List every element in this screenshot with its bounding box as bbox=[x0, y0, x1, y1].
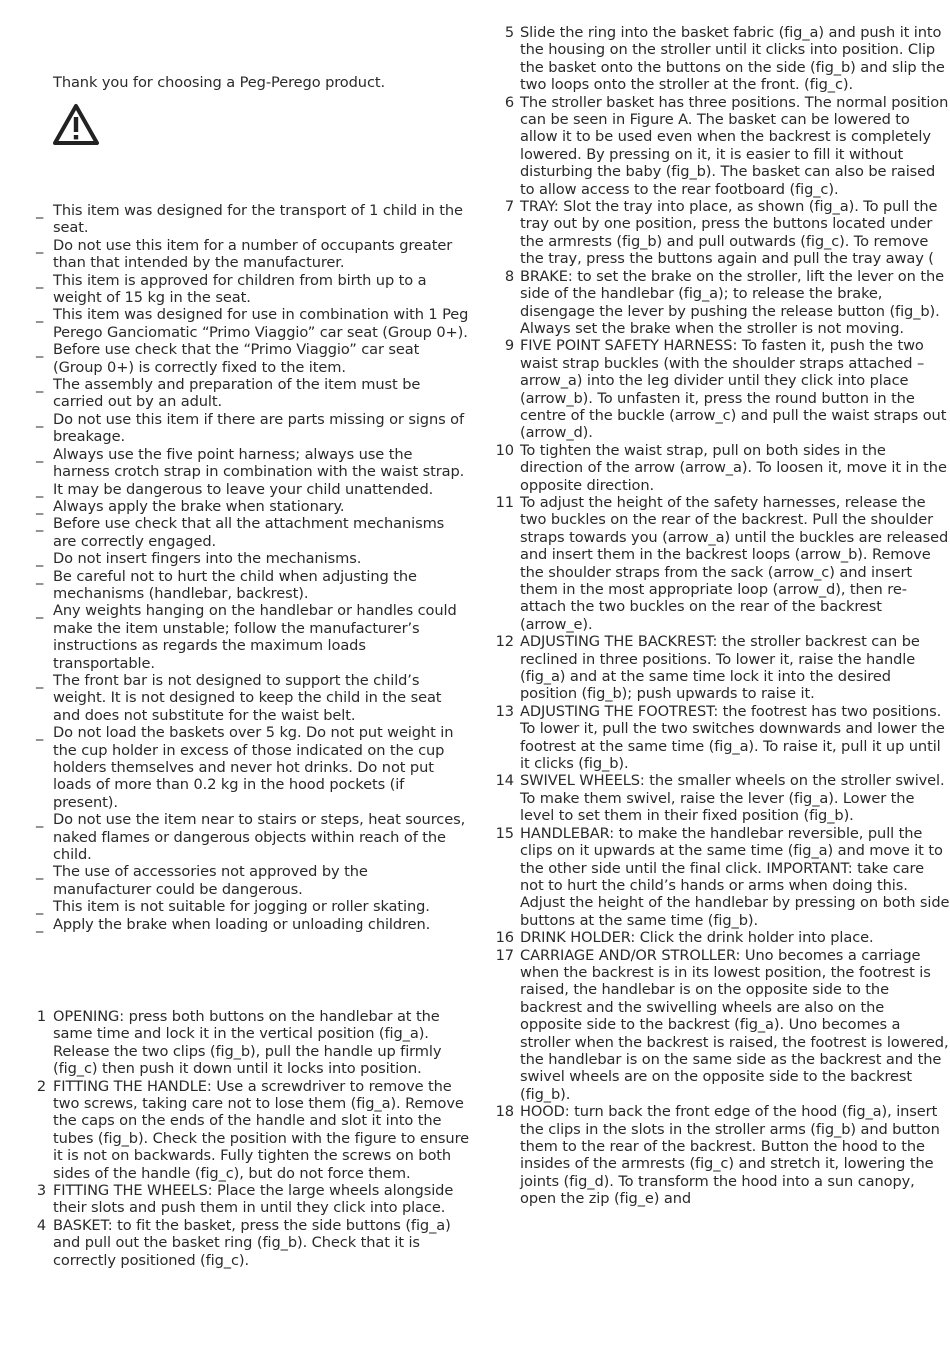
warning-item-marker: _ bbox=[36, 724, 44, 742]
warning-item-text: Do not load the baskets over 5 kg. Do not put weight in the cup holder in excess of those indicated on the cup holders themselves and never hot drinks. Do not put loads of more than 0.2 kg in the hood pockets (if present). bbox=[53, 724, 454, 811]
warning-item-marker: _ bbox=[36, 271, 44, 289]
warning-item-marker: _ bbox=[36, 898, 44, 916]
warning-item-text: Apply the brake when loading or unloading children. bbox=[53, 915, 431, 933]
instructions-list-right bbox=[487, 24, 950, 1208]
warning-item-text: Before use check that all the attachment mechanisms are correctly engaged. bbox=[53, 515, 445, 550]
instruction-step bbox=[487, 94, 950, 198]
instruction-step bbox=[0, 1078, 470, 1182]
warning-item bbox=[0, 202, 470, 237]
warning-item bbox=[0, 672, 470, 724]
instruction-step bbox=[0, 1217, 470, 1269]
warning-item-text: It may be dangerous to leave your child unattended. bbox=[53, 480, 434, 498]
instruction-step bbox=[487, 494, 950, 633]
instruction-step-text: BRAKE: to set the brake on the stroller, lift the lever on the side of the handlebar (fig_a); to release the brake, disengage the lever by pushing the release button (fig_b). Always set the brake when the stroller is not moving. bbox=[520, 267, 944, 337]
instruction-step-marker: 3 bbox=[36, 1182, 46, 1200]
warning-item bbox=[0, 272, 470, 307]
warning-item-text: Do not use this item if there are parts missing or signs of breakage. bbox=[53, 410, 465, 446]
instruction-step-text: To adjust the height of the safety harnesses, release the two buckles on the rear of the backrest. Pull the shoulder straps towards you (arrow_a) until the buckles are released and insert them in the backrest loops (arrow_b). Remove the shoulder straps from the sack (arrow_c) and insert them in the most appropriate loop (arrow_d), then re-attach the two buckles on the rear of the backrest (arrow_e). bbox=[520, 493, 949, 633]
instruction-step bbox=[487, 929, 950, 946]
instruction-step-text: ADJUSTING THE BACKREST: the stroller backrest can be reclined in three positions. To lower it, raise the handle (fig_a) and at the same time lock it into the desired position (fig_b); push upwards to raise it. bbox=[520, 633, 920, 703]
instruction-step-text: HOOD: turn back the front edge of the hood (fig_a), insert the clips in the slots in the stroller arms (fig_b) and button them to the rear of the backrest. Button the hood to the insides of the armrests (fig_c) and stretch it, lowering the joints (fig_d). To transform the hood into a sun canopy, open the zip (fig_e) and bbox=[520, 1103, 940, 1208]
instruction-step bbox=[487, 198, 950, 268]
instruction-step-marker: 8 bbox=[504, 267, 514, 285]
warning-item-text: The assembly and preparation of the item must be carried out by an adult. bbox=[53, 376, 421, 411]
instruction-step bbox=[487, 772, 950, 824]
instruction-step-marker: 2 bbox=[36, 1077, 46, 1095]
warning-item-text: This item was designed for the transport of 1 child in the seat. bbox=[53, 202, 463, 237]
warning-item-marker: _ bbox=[36, 202, 44, 219]
warning-triangle-icon bbox=[52, 103, 100, 147]
warning-item-text: Do not insert fingers into the mechanisms. bbox=[53, 550, 362, 568]
warning-item bbox=[0, 898, 470, 915]
warning-item bbox=[0, 498, 470, 515]
warning-item-text: Do not use the item near to stairs or steps, heat sources, naked flames or dangerous objects within reach of the child. bbox=[53, 811, 466, 864]
warning-item-marker: _ bbox=[36, 236, 44, 254]
instruction-step-marker: 11 bbox=[495, 493, 514, 511]
instruction-step-text: OPENING: press both buttons on the handlebar at the same time and lock it in the vertical position (fig_a). Release the two clips (fig_b), pull the handle up firmly (fig_c) then push it down until it locks into position. bbox=[53, 1008, 442, 1078]
instruction-step-text: DRINK HOLDER: Click the drink holder into place. bbox=[520, 929, 874, 947]
instruction-step-marker: 16 bbox=[495, 929, 514, 947]
warning-item bbox=[0, 863, 470, 898]
warning-item bbox=[0, 811, 470, 863]
instruction-step-marker: 10 bbox=[495, 441, 514, 459]
warning-item bbox=[0, 481, 470, 498]
instruction-step bbox=[487, 947, 950, 1104]
warning-item-text: This item is approved for children from birth up to a weight of 15 kg in the seat. bbox=[53, 271, 427, 307]
instruction-step bbox=[487, 337, 950, 441]
instruction-step-text: FITTING THE WHEELS: Place the large wheels alongside their slots and push them in until they click into place. bbox=[53, 1182, 454, 1217]
warning-item-marker: _ bbox=[36, 515, 44, 533]
warning-item-marker: _ bbox=[36, 445, 44, 463]
warning-item-text: This item is not suitable for jogging or roller skating. bbox=[53, 898, 430, 916]
warning-item bbox=[0, 376, 470, 411]
instruction-step-text: FIVE POINT SAFETY HARNESS: To fasten it, push the two waist strap buckles (with the shoulder straps attached – arrow_a) into the leg divider until they click into place (arrow_b). To unfasten it, press the round button in the centre of the buckle (arrow_c) and pull the waist straps out (arrow_d). bbox=[520, 337, 947, 442]
instruction-step-marker: 12 bbox=[495, 633, 514, 651]
warning-item-marker: _ bbox=[36, 863, 44, 881]
instruction-step-text: BASKET: to fit the basket, press the side buttons (fig_a) and pull out the basket ring (fig_b). Check that it is correctly positioned (fig_c). bbox=[53, 1216, 451, 1269]
warning-item-marker: _ bbox=[36, 410, 44, 428]
warning-item-text: Do not use this item for a number of occupants greater than that intended by the manufacturer. bbox=[53, 236, 453, 272]
warning-item-marker: _ bbox=[36, 671, 44, 689]
instruction-step-text: The stroller basket has three positions. The normal position can be seen in Figure A. The basket can be lowered to allow it to be used even when the backrest is completely lowered. By pressing on it, it is easier to fill it without disturbing the baby (fig_b). The basket can also be raised to allow access to the rear footboard (fig_c). bbox=[520, 93, 949, 198]
warning-item-marker: _ bbox=[36, 811, 44, 829]
intro-text: Thank you for choosing a Peg-Perego product. bbox=[53, 74, 386, 91]
instruction-step-marker: 9 bbox=[504, 337, 514, 355]
instruction-step bbox=[487, 703, 950, 773]
instruction-step-marker: 1 bbox=[36, 1008, 46, 1025]
warning-item bbox=[0, 306, 470, 341]
instruction-step-marker: 17 bbox=[495, 946, 514, 964]
warning-item bbox=[0, 341, 470, 376]
warning-item-text: This item was designed for use in combination with 1 Peg Perego Ganciomatic “Primo Viaggio” car seat (Group 0+). bbox=[53, 306, 469, 341]
instruction-step-text: ADJUSTING THE FOOTREST: the footrest has two positions. To lower it, pull the two switches downwards and lower the footrest at the same time (fig_a). To raise it, pull it up until it clicks (fig_b). bbox=[520, 702, 945, 773]
warning-item-marker: _ bbox=[36, 567, 44, 585]
instruction-step-text: FITTING THE HANDLE: Use a screwdriver to remove the two screws, taking care not to lose them (fig_a). Remove the caps on the ends of the handle and slot it into the tubes (fig_b). Check the position with the figure to ensure it is not on backwards. Fully tighten the screws on both sides of the handle (fig_c), but do not force them. bbox=[53, 1077, 470, 1182]
warning-item bbox=[0, 568, 470, 603]
warning-item bbox=[0, 411, 470, 446]
instruction-step-text: Slide the ring into the basket fabric (fig_a) and push it into the housing on the stroller until it clicks into position. Clip the basket onto the buttons on the side (fig_b) and slip the two loops onto the stroller at the front. (fig_c). bbox=[520, 24, 945, 94]
warning-item-text: Before use check that the “Primo Viaggio” car seat (Group 0+) is correctly fixed to the item. bbox=[53, 341, 420, 376]
instruction-step bbox=[487, 442, 950, 494]
instruction-step bbox=[487, 24, 950, 94]
warning-item bbox=[0, 602, 470, 672]
instruction-step bbox=[487, 633, 950, 703]
instruction-step-text: To tighten the waist strap, pull on both sides in the direction of the arrow (arrow_a). To loosen it, move it in the opposite direction. bbox=[520, 441, 947, 494]
warning-item-marker: _ bbox=[36, 480, 44, 498]
instruction-step-marker: 14 bbox=[495, 772, 514, 790]
warning-item bbox=[0, 237, 470, 272]
instruction-step bbox=[487, 268, 950, 338]
warning-item-marker: _ bbox=[36, 550, 44, 568]
instruction-step-marker: 18 bbox=[495, 1103, 514, 1121]
instruction-step-text: TRAY: Slot the tray into place, as shown (fig_a). To pull the tray out by one position, press the buttons located under the armrests (fig_b) and pull outwards (fig_c). To remove the tray, press the buttons again and pull the tray away ( bbox=[520, 198, 938, 268]
instruction-step bbox=[0, 1008, 470, 1078]
warning-item bbox=[0, 515, 470, 550]
instruction-step-marker: 13 bbox=[495, 702, 514, 720]
warning-item-text: The use of accessories not approved by the manufacturer could be dangerous. bbox=[53, 863, 368, 898]
warning-item bbox=[0, 550, 470, 567]
warning-item-marker: _ bbox=[36, 602, 44, 620]
instruction-step-marker: 5 bbox=[504, 24, 514, 41]
instruction-step bbox=[487, 1103, 950, 1207]
instructions-list-left bbox=[0, 1008, 470, 1269]
instruction-step bbox=[487, 825, 950, 929]
warning-item-marker: _ bbox=[36, 497, 44, 515]
warning-item-text: The front bar is not designed to support the child’s weight. It is not designed to keep the child in the seat and does not substitute for the waist belt. bbox=[53, 671, 442, 724]
warning-item bbox=[0, 916, 470, 933]
warnings-list bbox=[0, 202, 470, 933]
warning-item-text: Always apply the brake when stationary. bbox=[53, 497, 345, 515]
warning-item-marker: _ bbox=[36, 306, 44, 324]
warning-item-marker: _ bbox=[36, 915, 44, 933]
warning-item-text: Always use the five point harness; always use the harness crotch strap in combination with the waist strap. bbox=[53, 445, 465, 481]
instruction-step-marker: 6 bbox=[504, 93, 514, 111]
instruction-step bbox=[0, 1182, 470, 1217]
warning-item-marker: _ bbox=[36, 341, 44, 359]
instruction-step-text: SWIVEL WHEELS: the smaller wheels on the stroller swivel. To make them swivel, raise the lever (fig_a). Lower the level to set them in their fixed position (fig_b). bbox=[520, 772, 945, 825]
instruction-step-marker: 15 bbox=[495, 824, 514, 842]
warning-item-marker: _ bbox=[36, 376, 44, 394]
instruction-step-text: CARRIAGE AND/OR STROLLER: Uno becomes a carriage when the backrest is in its lowest position, the footrest is raised, the handlebar is on the opposite side to the backrest and the swivelling wheels are also on the opposite side to the backrest (fig_a). Uno becomes a stroller when the backrest is raised, the footrest is lowered, the handlebar is on the same side as the backrest and the swivel wheels are on the opposite side to the backrest (fig_b). bbox=[520, 946, 949, 1103]
warning-item-text: Any weights hanging on the handlebar or handles could make the item unstable; follow the manufacturer’s instructions as regards the maximum loads transportable. bbox=[53, 602, 457, 672]
instruction-step-text: HANDLEBAR: to make the handlebar reversible, pull the clips on it upwards at the same time (fig_a) and move it to the other side until the final click. IMPORTANT: take care not to hurt the child’s hands or arms when doing this. Adjust the height of the handlebar by pressing on both side buttons at the same time (fig_b). bbox=[520, 824, 950, 929]
instruction-step-marker: 7 bbox=[504, 198, 514, 216]
warning-item bbox=[0, 446, 470, 481]
warning-item-text: Be careful not to hurt the child when adjusting the mechanisms (handlebar, backrest). bbox=[53, 567, 417, 602]
instruction-step-marker: 4 bbox=[36, 1216, 46, 1234]
warning-item bbox=[0, 724, 470, 811]
